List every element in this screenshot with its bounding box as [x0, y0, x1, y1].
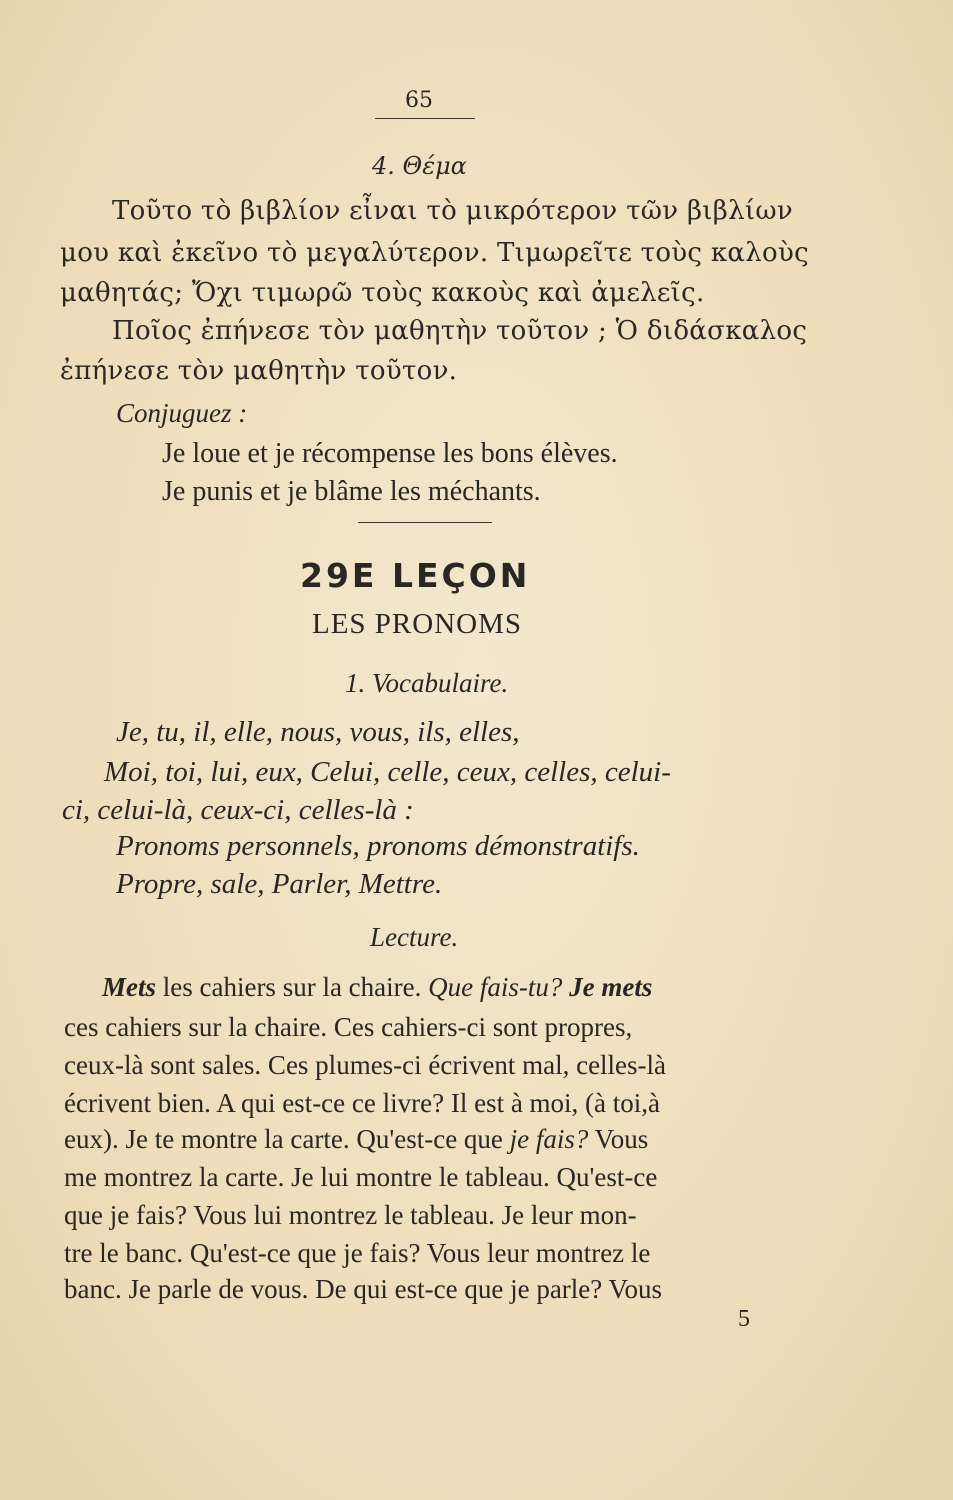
page-number: 65	[405, 88, 433, 113]
vocab-line-2: Moi, toi, lui, eux, Celui, celle, ceux, celles, celui-	[104, 756, 671, 788]
vocabulary-title: 1. Vocabulaire.	[345, 668, 509, 698]
lecture-word-mets: Mets	[102, 972, 156, 1002]
greek-line-3: μαθητάς; Ὄχι τιμωρῶ τοὺς κακοὺς καὶ ἀμελεῖς.	[60, 278, 705, 308]
lecture-line-3: ceux-là sont sales. Ces plumes-ci écrivent mal, celles-là	[64, 1050, 667, 1080]
greek-line-2: μου καὶ ἐκεῖνο τὸ μεγαλύτερον. Τιμωρεῖτε τοὺς καλοὺς	[60, 238, 809, 268]
section-title-thema: 4. Θέμα	[372, 152, 467, 180]
lesson-subtitle: LES PRONOMS	[312, 608, 523, 640]
conjugation-line-2: Je punis et je blâme les méchants.	[162, 476, 541, 507]
lecture-line-9: banc. Je parle de vous. De qui est-ce que je parle? Vous	[64, 1274, 663, 1304]
lecture-question-1: Que fais-tu?	[428, 972, 563, 1002]
lecture-answer-1: Je mets	[562, 972, 653, 1002]
vocab-line-1: Je, tu, il, elle, nous, vous, ils, elles,	[116, 716, 520, 748]
lecture-line-8: tre le banc. Qu'est-ce que je fais? Vous leur montrez le	[64, 1238, 651, 1268]
lecture-question-5: je fais?	[509, 1124, 589, 1154]
greek-line-1: Τοῦτο τὸ βιβλίον εἶναι τὸ μικρότερον τῶν βιβλίων	[112, 196, 793, 226]
lecture-line-7: que je fais? Vous lui montrez le tableau. Je leur mon-	[64, 1200, 637, 1230]
lecture-text-5a: eux). Je te montre la carte. Qu'est-ce que	[64, 1124, 510, 1154]
lecture-line-5	[64, 1124, 648, 1155]
vocab-line-3: ci, celui-là, ceux-ci, celles-là :	[62, 794, 414, 826]
greek-line-4: Ποῖος ἐπήνεσε τὸν μαθητὴν τοῦτον ; Ὁ διδάσκαλος	[112, 316, 808, 346]
conjuguez-label: Conjuguez :	[116, 398, 248, 428]
conjugation-line-1: Je loue et je récompense les bons élèves.	[162, 438, 618, 469]
folio-number: 5	[738, 1306, 750, 1332]
lecture-text-5c: Vous	[588, 1124, 649, 1154]
lecture-title: Lecture.	[370, 922, 459, 952]
greek-line-5: ἐπήνεσε τὸν μαθητὴν τοῦτον.	[60, 356, 458, 386]
lecture-line-4: écrivent bien. A qui est-ce ce livre? Il est à moi, (à toi,à	[64, 1088, 661, 1118]
lecture-text-1b: les cahiers sur la chaire.	[156, 972, 429, 1002]
page-number-rule	[375, 118, 475, 119]
vocab-line-4: Pronoms personnels, pronoms démonstratifs.	[116, 830, 640, 862]
lesson-heading: 29E LEÇON	[300, 556, 531, 595]
lecture-line-1	[102, 972, 652, 1003]
section-divider	[358, 522, 492, 523]
vocab-line-5: Propre, sale, Parler, Mettre.	[116, 868, 443, 900]
lecture-line-6: me montrez la carte. Je lui montre le tableau. Qu'est-ce	[64, 1162, 658, 1192]
lecture-line-2: ces cahiers sur la chaire. Ces cahiers-ci sont propres,	[64, 1012, 633, 1042]
